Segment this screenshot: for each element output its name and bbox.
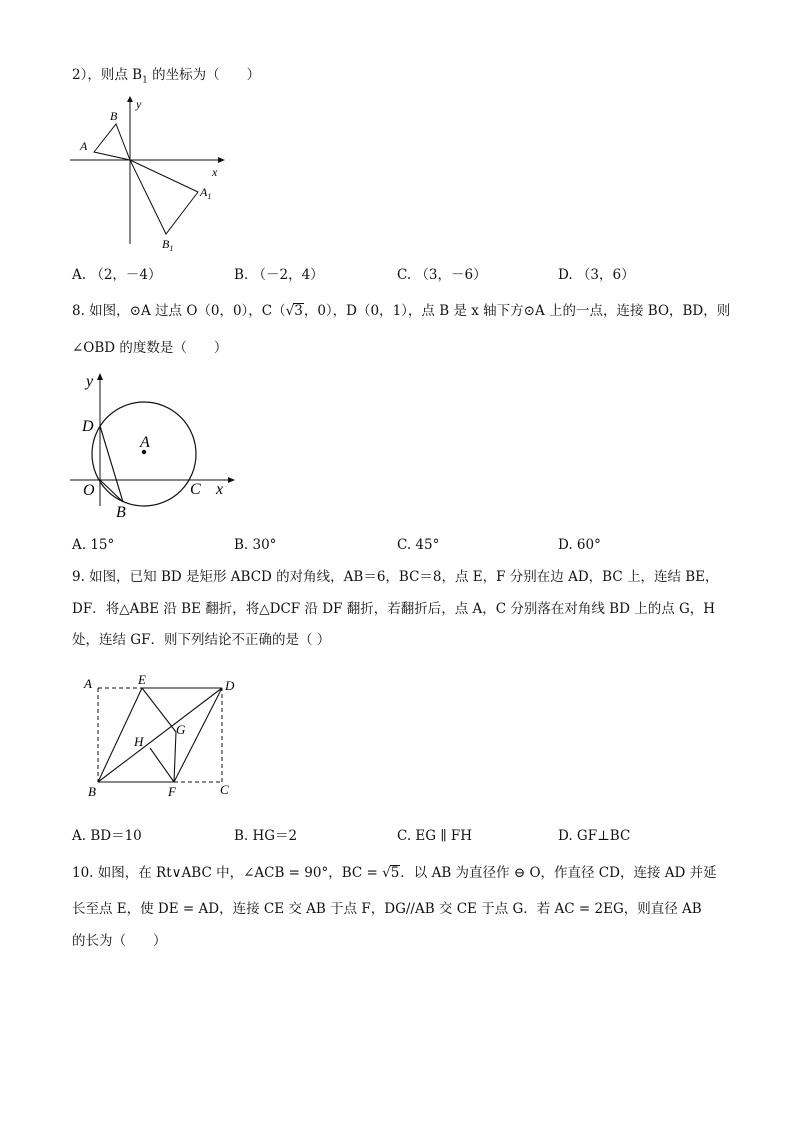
q9-segment-gf — [174, 732, 176, 782]
q7-label-x: x — [212, 165, 218, 179]
q10-stem-line2: 长至点 E，使 DE = AD，连接 CE 交 AB 于点 F，DG//AB 交 CE 于点 G．若 AC = 2EG，则直径 AB — [72, 901, 702, 917]
q8-label-d: D — [82, 418, 94, 435]
q7-y-arrow — [127, 96, 133, 102]
q7-option-d: D. （3，6） — [558, 267, 635, 283]
q9-segment-eg — [142, 688, 176, 732]
q9-stem-line1: 9. 如图，已知 BD 是矩形 ABCD 的对角线，AB＝6，BC＝8，点 E，F 分别在边 AD，BC 上，连结 BE， — [72, 569, 719, 585]
q7-label-b1: $B_1$ — [162, 237, 174, 253]
q8-label-y: y — [86, 373, 94, 390]
q9-option-d: D. GF⊥BC — [558, 828, 631, 844]
q7-option-c: C. （3，－6） — [397, 267, 487, 283]
q8-label-b: B — [116, 504, 126, 521]
q9-label-h: H — [134, 734, 144, 749]
q7-label-a: A — [80, 139, 88, 153]
q8-stem-line1: 8. 如图，⊙A 过点 O（0，0），C（√3，0），D（0，1），点 B 是 x 轴下方⊙A 上的一点，连接 BO，BD，则 — [72, 303, 731, 319]
q9-segment-hf — [150, 748, 174, 782]
q8-option-c: C. 45° — [397, 537, 440, 553]
q9-option-a: A. BD＝10 — [72, 828, 142, 844]
q9-option-b: B. HG＝2 — [234, 828, 298, 844]
q8-stem-line2: ∠OBD 的度数是（ ） — [72, 340, 228, 356]
q7-label-b: B — [110, 109, 118, 123]
q7-label-y: y — [136, 97, 142, 111]
q9-label-c: C — [220, 782, 229, 797]
q8-option-b: B. 30° — [234, 537, 277, 553]
q9-label-a: A — [84, 676, 92, 691]
q10-stem-line1: 10. 如图，在 Rt∨ABC 中，∠ACB = 90°，BC = √5．以 AB 为直径作 ⊖ O，作直径 CD，连接 AD 并延 — [72, 865, 717, 881]
q8-y-arrow — [97, 373, 103, 380]
q8-option-d: D. 60° — [558, 537, 601, 553]
q7-stem: 2），则点 $B_1$ 的坐标为（ ） — [72, 67, 261, 86]
q7-option-a: A. （2，－4） — [72, 267, 162, 283]
q9-stem-line2: DF．将△ABE 沿 BE 翻折，将△DCF 沿 DF 翻折，若翻折后，点 A，C 分别落在对角线 BD 上的点 G，H — [72, 601, 716, 617]
q8-label-c: C — [190, 481, 201, 498]
q7-option-b: B. （－2，4） — [234, 267, 324, 283]
q10-stem-line3: 的长为（ ） — [72, 933, 167, 949]
q8-figure — [70, 370, 240, 520]
q9-label-g: G — [176, 722, 186, 737]
q8-label-x: x — [216, 481, 224, 498]
q8-label-a: A — [140, 434, 150, 451]
q7-triangle-oa1b1 — [130, 160, 198, 234]
q9-label-e: E — [138, 672, 146, 687]
q8-label-o: O — [83, 482, 95, 499]
q9-label-f: F — [168, 784, 176, 799]
q9-stem-line3: 处，连结 GF．则下列结论不正确的是（ ） — [72, 632, 331, 648]
q7-triangle-oab — [94, 124, 130, 160]
q8-x-arrow — [228, 477, 235, 483]
q9-label-b: B — [88, 784, 96, 799]
q7-label-a1: $A_1$ — [200, 185, 212, 201]
q8-option-a: A. 15° — [72, 537, 115, 553]
q7-x-arrow — [218, 157, 225, 163]
q9-option-c: C. EG ∥ FH — [397, 828, 473, 844]
q9-diagonal-bd — [98, 688, 222, 782]
q7-figure — [70, 96, 230, 256]
q9-figure — [80, 672, 260, 802]
q9-label-d: D — [225, 678, 235, 693]
